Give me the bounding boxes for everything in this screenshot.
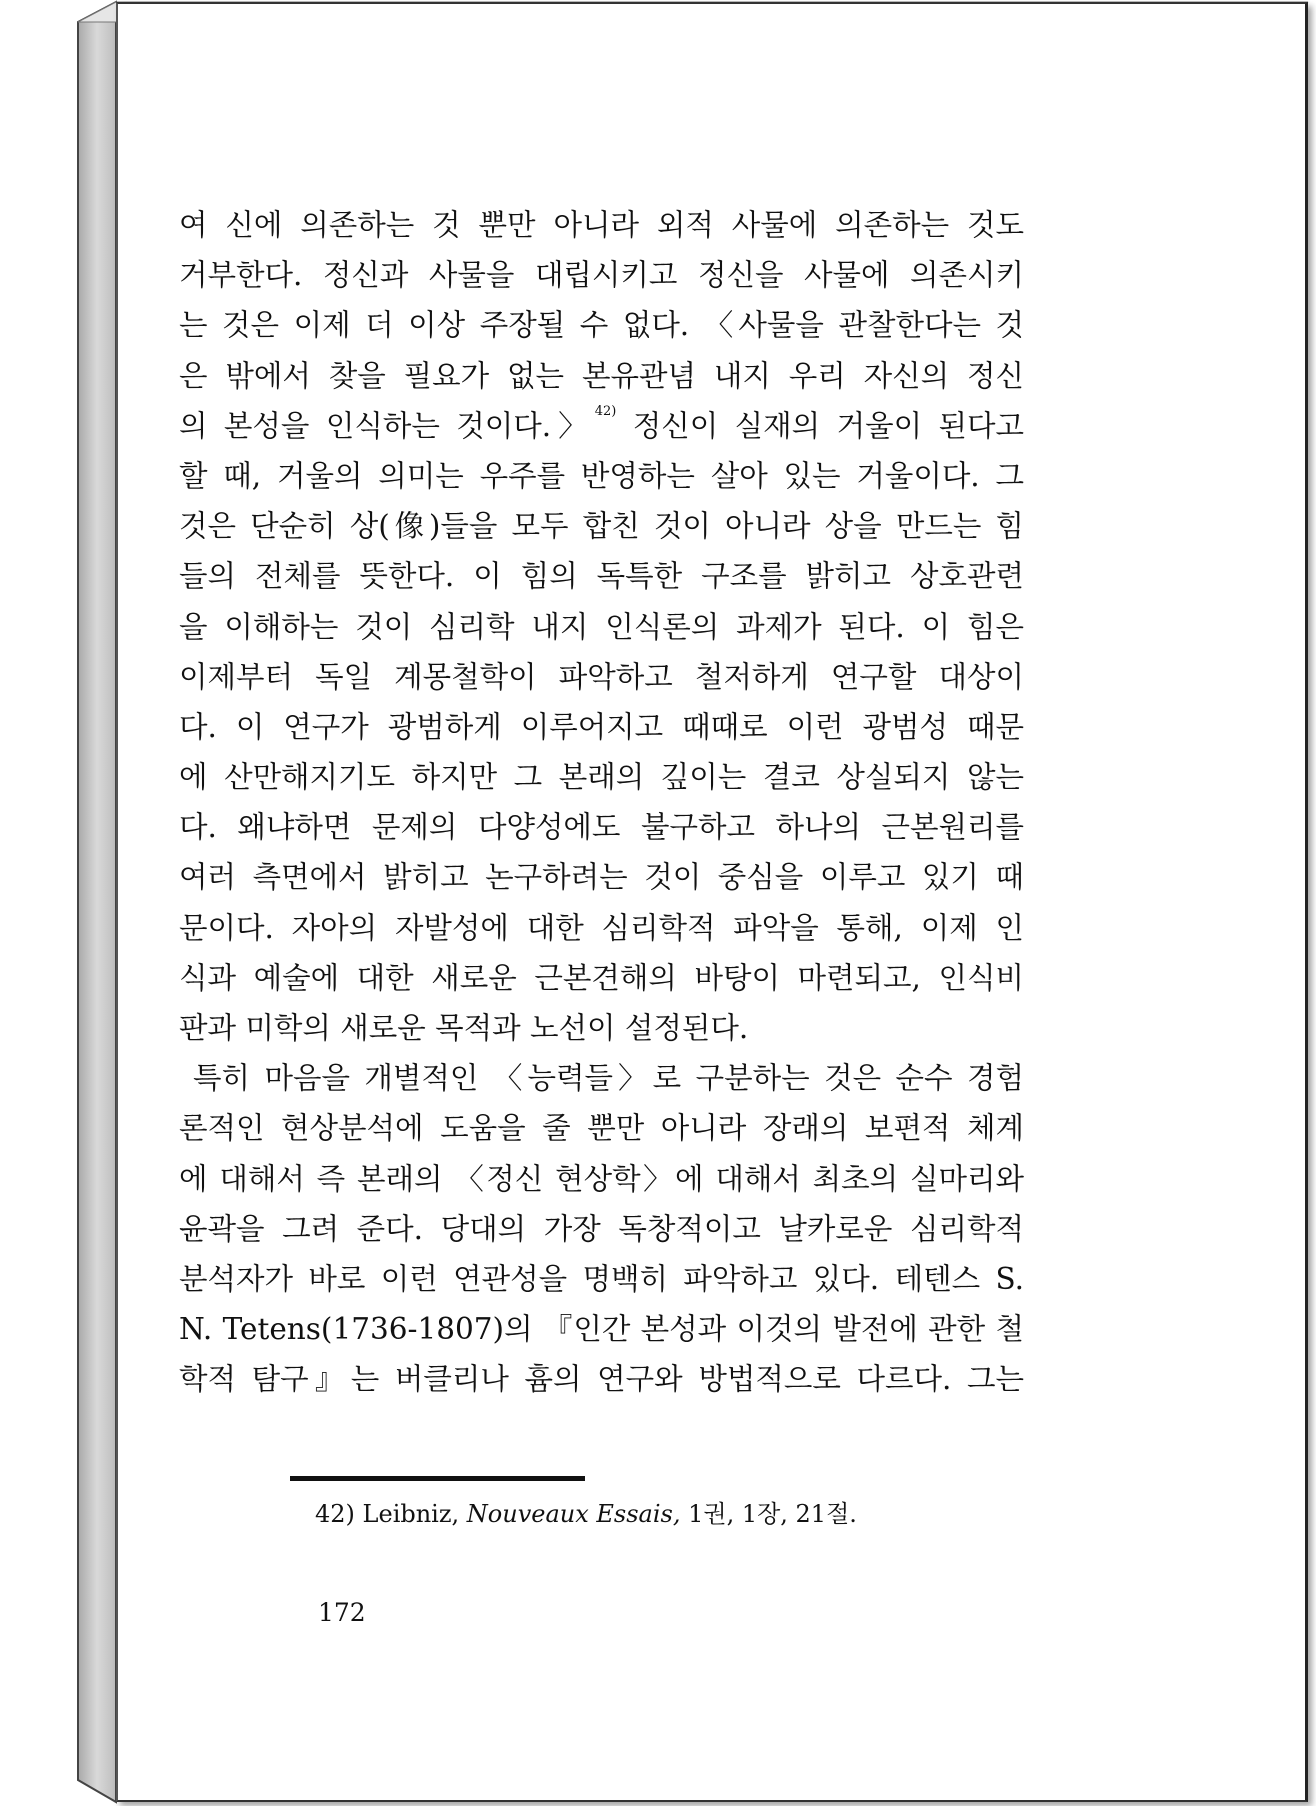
footnote-reference: 42) <box>594 403 617 419</box>
body-text <box>179 200 1024 1405</box>
footnote-title: Nouveaux Essais, <box>466 1500 681 1528</box>
text-line: 을 이해하는 것이 심리학 내지 인식론의 과제가 된다. 이 힘은 <box>179 609 1024 644</box>
text-line: 에 대해서 즉 본래의 〈정신 현상학〉에 대해서 최초의 실마리와 <box>179 1161 1024 1196</box>
text-segment: 의 본성을 인식하는 것이다.〉 <box>179 408 595 443</box>
text-line: 에 산만해지기도 하지만 그 본래의 깊이는 결코 상실되지 않는 <box>179 760 1024 795</box>
text-line: 것은 단순히 상(像)들을 모두 합친 것이 아니라 상을 만드는 힘 <box>179 509 1024 544</box>
footnote-divider <box>290 1476 585 1481</box>
text-line: 학적 탐구』는 버클리나 흄의 연구와 방법적으로 다르다. 그는 <box>179 1362 1024 1397</box>
footnote-number: 42) <box>315 1500 355 1528</box>
text-line: 특히 마음을 개별적인 〈능력들〉로 구분하는 것은 순수 경험 <box>193 1061 1024 1096</box>
text-segment: 정신이 실재의 거울이 된다고 <box>616 408 1024 443</box>
footnote <box>315 1494 1015 1529</box>
text-line: 들의 전체를 뜻한다. 이 힘의 독특한 구조를 밝히고 상호관련 <box>179 559 1024 594</box>
text-line: 이제부터 독일 계몽철학이 파악하고 철저하게 연구할 대상이 <box>179 659 1024 694</box>
text-line: 판과 미학의 새로운 목적과 노선이 설정된다. <box>179 1011 749 1045</box>
footnote-reference-detail: 1권, 1장, 21절. <box>688 1500 857 1528</box>
text-line-with-footnote <box>179 401 1024 451</box>
text-line: 론적인 현상분석에 도움을 줄 뿐만 아니라 장래의 보편적 체계 <box>179 1111 1024 1146</box>
text-line: 분석자가 바로 이런 연관성을 명백히 파악하고 있다. 테텐스 S. <box>179 1261 1024 1296</box>
text-line: N. Tetens(1736-1807)의 『인간 본성과 이것의 발전에 관한 철 <box>179 1312 1024 1347</box>
text-line: 식과 예술에 대한 새로운 근본견해의 바탕이 마련되고, 인식비 <box>179 960 1024 995</box>
text-line: 다. 왜냐하면 문제의 다양성에도 불구하고 하나의 근본원리를 <box>179 810 1024 845</box>
text-line: 여러 측면에서 밝히고 논구하려는 것이 중심을 이루고 있기 때 <box>179 860 1024 895</box>
text-line: 거부한다. 정신과 사물을 대립시키고 정신을 사물에 의존시키 <box>179 258 1024 293</box>
text-line: 는 것은 이제 더 이상 주장될 수 없다. 〈사물을 관찰한다는 것 <box>179 308 1024 343</box>
text-line: 할 때, 거울의 의미는 우주를 반영하는 살아 있는 거울이다. 그 <box>179 458 1024 493</box>
footnote-author: Leibniz, <box>362 1500 460 1528</box>
text-line: 다. 이 연구가 광범하게 이루어지고 때때로 이런 광범성 때문 <box>179 709 1024 744</box>
text-line: 윤곽을 그려 준다. 당대의 가장 독창적이고 날카로운 심리학적 <box>179 1211 1024 1246</box>
text-line: 문이다. 자아의 자발성에 대한 심리학적 파악을 통해, 이제 인 <box>179 910 1024 945</box>
text-line: 여 신에 의존하는 것 뿐만 아니라 외적 사물에 의존하는 것도 <box>179 208 1024 242</box>
text-line: 은 밖에서 찾을 필요가 없는 본유관념 내지 우리 자신의 정신 <box>179 358 1024 393</box>
page-number: 172 <box>318 1598 366 1627</box>
